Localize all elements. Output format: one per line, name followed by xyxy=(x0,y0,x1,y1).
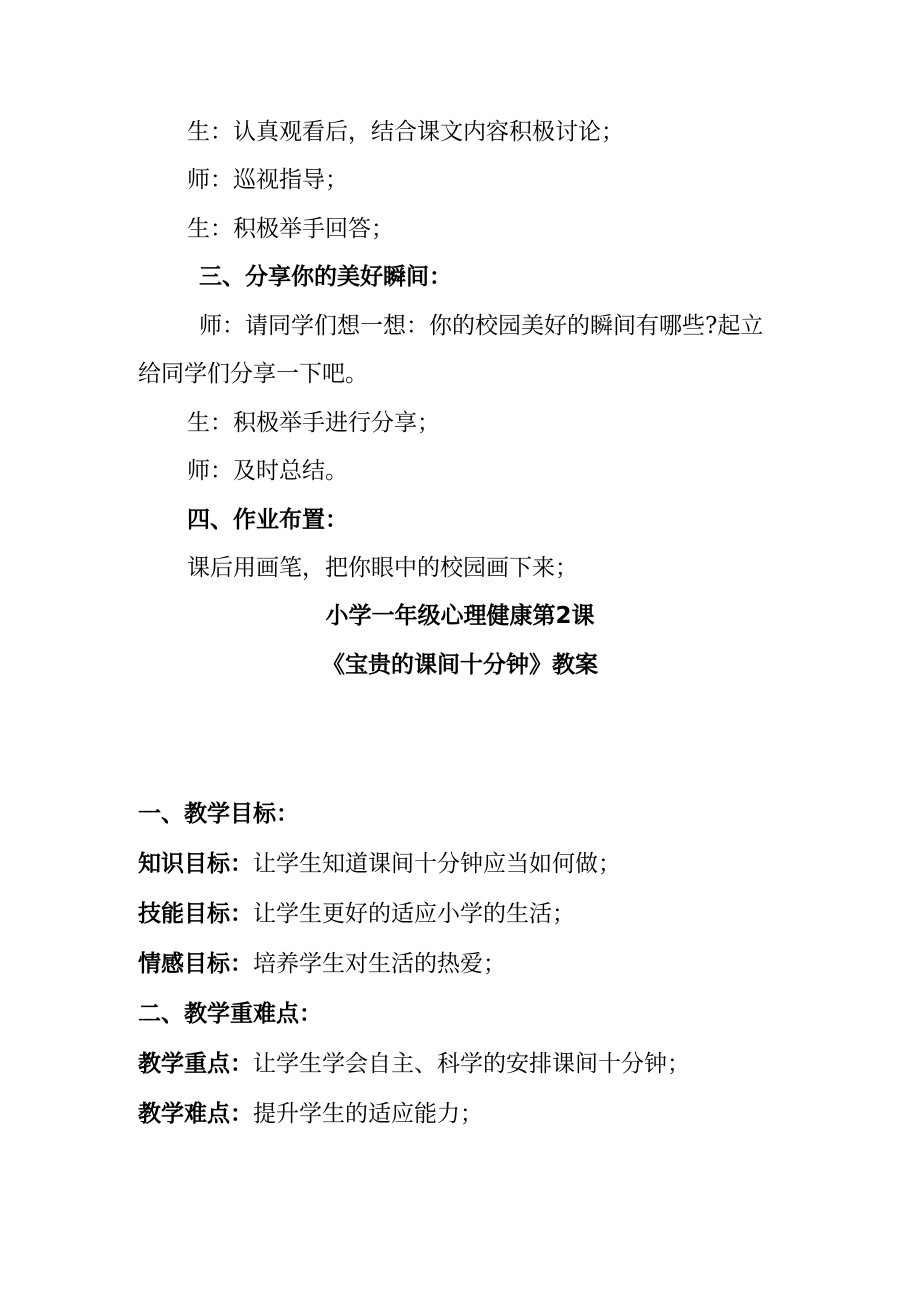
key-point-focus-label: 教学重点： xyxy=(138,1051,253,1077)
line-teacher-question: 师：请同学们想一想：你的校园美好的瞬间有哪些?起立 xyxy=(199,313,764,339)
line-student-answer: 生：积极举手回答； xyxy=(187,216,394,242)
line-teacher-summary: 师：及时总结。 xyxy=(187,458,348,484)
lesson-title-line2: 《宝贵的课间十分钟》教案 xyxy=(322,652,598,678)
key-point-focus xyxy=(138,1050,690,1078)
objective-knowledge-label: 知识目标： xyxy=(138,851,253,877)
objective-emotion-text: 培养学生对生活的热爱； xyxy=(253,951,506,977)
line-student-discuss: 生：认真观看后，结合课文内容积极讨论； xyxy=(187,119,624,145)
section-heading-share: 三、分享你的美好瞬间： xyxy=(199,264,452,290)
line-homework: 课后用画笔，把你眼中的校园画下来； xyxy=(187,555,578,581)
objective-skill xyxy=(138,900,575,928)
key-point-difficulty-label: 教学难点： xyxy=(138,1101,253,1127)
objective-knowledge-text: 让学生知道课间十分钟应当如何做； xyxy=(253,851,621,877)
section-heading-objectives: 一、教学目标： xyxy=(138,801,299,827)
key-point-focus-text: 让学生学会自主、科学的安排课间十分钟； xyxy=(253,1051,690,1077)
key-point-difficulty-text: 提升学生的适应能力； xyxy=(253,1101,483,1127)
section-heading-key-points: 二、教学重难点： xyxy=(138,1001,322,1027)
section-heading-homework: 四、作业布置： xyxy=(187,507,348,533)
objective-emotion xyxy=(138,950,506,978)
objective-skill-text: 让学生更好的适应小学的生活； xyxy=(253,901,575,927)
lesson-title-line1: 小学一年级心理健康第2课 xyxy=(325,603,595,629)
objective-skill-label: 技能目标： xyxy=(138,901,253,927)
objective-emotion-label: 情感目标： xyxy=(138,951,253,977)
line-student-share: 生：积极举手进行分享； xyxy=(187,410,440,436)
line-teacher-guide: 师：巡视指导； xyxy=(187,167,348,193)
objective-knowledge xyxy=(138,850,621,878)
line-teacher-question-cont: 给同学们分享一下吧。 xyxy=(138,361,368,387)
key-point-difficulty xyxy=(138,1100,483,1128)
